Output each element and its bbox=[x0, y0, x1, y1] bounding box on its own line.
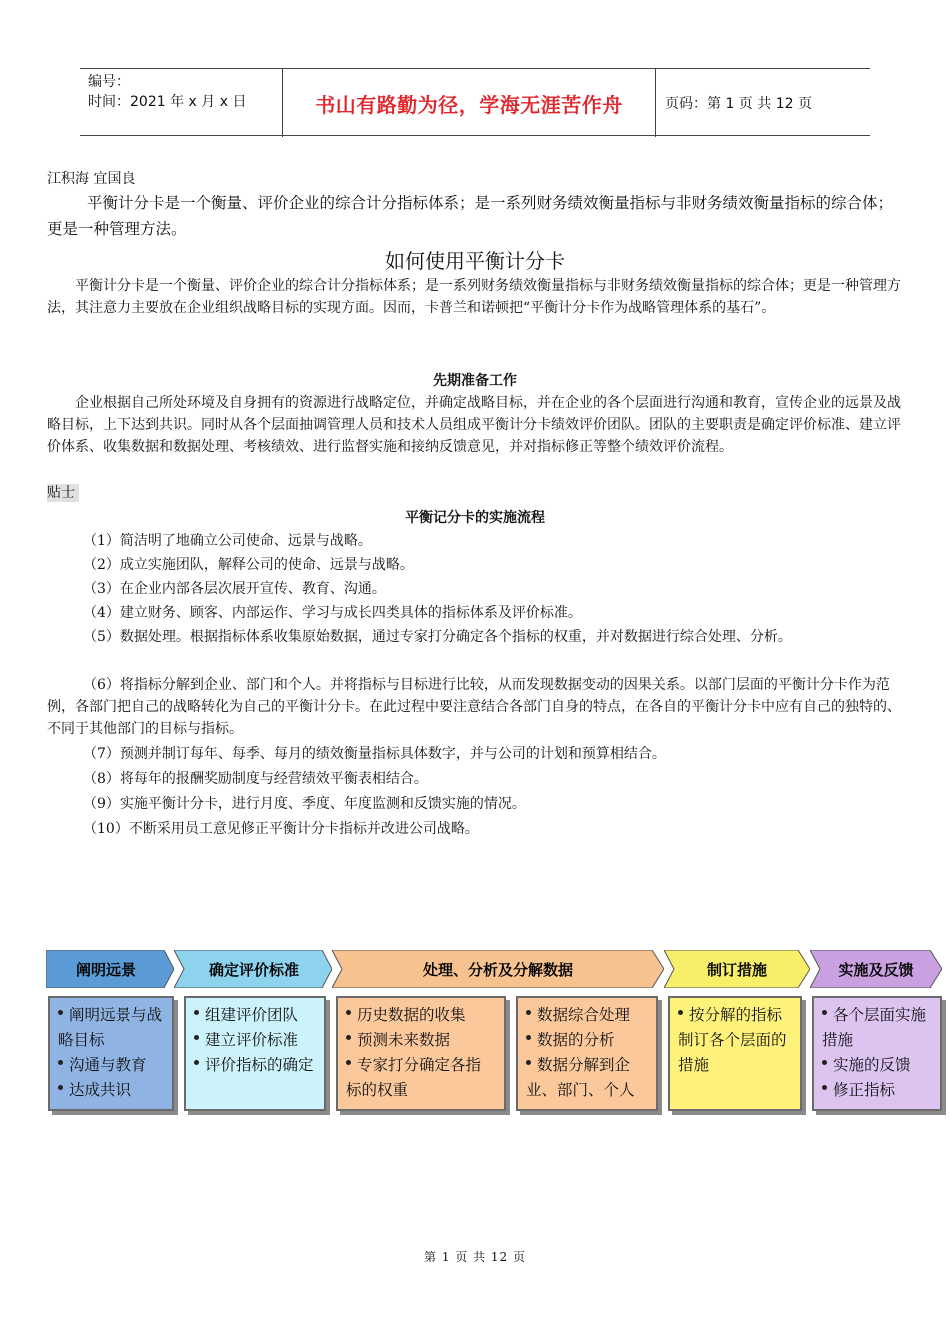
bullet-icon bbox=[346, 1060, 351, 1065]
date-line: 时间：2021 年 x 月 x 日 bbox=[88, 94, 247, 110]
phase-label: 制订措施 bbox=[706, 960, 767, 979]
phase-label: 阐明远景 bbox=[75, 960, 136, 979]
header-page-info: 页码：第 1 页 共 12 页 bbox=[665, 96, 812, 112]
list-item: 评价指标的确定 bbox=[194, 1053, 316, 1078]
bullet-icon bbox=[194, 1035, 199, 1040]
header-motto: 书山有路勤为径，学海无涯苦作舟 bbox=[282, 69, 656, 137]
step-item: （8）将每年的报酬奖励制度与经营绩效平衡表相结合。 bbox=[83, 771, 428, 787]
step-item: （6）将指标分解到企业、部门和个人。并将指标与目标进行比较，从而发现数据变动的因果关系。以部门层面的平衡计分卡作为范例，各部门把自己的战略转化为自己的平衡计分卡。在此过程中要注意结合各部门自身的特点，在各自的平衡计分卡中应有自己的独特的、不同于其他部门的目标与指标。 bbox=[47, 677, 901, 737]
phase-box-measures bbox=[668, 996, 802, 1111]
bullet-icon bbox=[822, 1060, 827, 1065]
bullet-icon bbox=[822, 1085, 827, 1090]
step-item: （9）实施平衡计分卡，进行月度、季度、年度监测和反馈实施的情况。 bbox=[83, 796, 526, 812]
paragraph-1: 平衡计分卡是一个衡量、评价企业的综合计分指标体系；是一系列财务绩效衡量指标与非财务绩效衡量指标的综合体；更是一种管理方法，其注意力主要放在企业组织战略目标的实现方面。因而，卡普兰和诺顿把“平衡计分卡作为战略管理体系的基石”。 bbox=[47, 278, 901, 316]
header-meta bbox=[80, 69, 282, 137]
bullet-icon bbox=[346, 1035, 351, 1040]
list-item: 数据综合处理 bbox=[526, 1003, 648, 1028]
document-header bbox=[80, 68, 870, 136]
phase-label: 确定评价标准 bbox=[208, 960, 299, 979]
process-flow-diagram bbox=[46, 946, 946, 1116]
bullet-icon bbox=[346, 1010, 351, 1015]
list-item: 修正指标 bbox=[822, 1078, 932, 1103]
phase-label: 处理、分析及分解数据 bbox=[422, 960, 573, 979]
list-item: 各个层面实施措施 bbox=[822, 1006, 927, 1049]
phase-label: 实施及反馈 bbox=[838, 960, 914, 979]
list-item: 达成共识 bbox=[58, 1078, 164, 1103]
page-title: 如何使用平衡计分卡 bbox=[385, 249, 565, 273]
phase-box-feedback bbox=[812, 996, 942, 1111]
intro-paragraph: 平衡计分卡是一个衡量、评价企业的综合计分指标体系；是一系列财务绩效衡量指标与非财务绩效衡量指标的综合体；更是一种管理方法。 bbox=[47, 194, 894, 238]
phase-box-data-collect bbox=[336, 996, 506, 1111]
list-item: 专家打分确定各指标的权重 bbox=[346, 1056, 482, 1099]
step-item: （7）预测并制订每年、每季、每月的绩效衡量指标具体数字，并与公司的计划和预算相结合。 bbox=[83, 746, 666, 762]
phase-arrow-feedback bbox=[810, 950, 942, 988]
step-item: （1）简洁明了地确立公司使命、远景与战略。 bbox=[83, 533, 372, 549]
bullet-icon bbox=[58, 1060, 63, 1065]
step-item: （2）成立实施团队，解释公司的使命、远景与战略。 bbox=[83, 557, 414, 573]
list-item: 阐明远景与战略目标 bbox=[58, 1006, 163, 1049]
authors: 江积海 宜国良 bbox=[47, 171, 136, 187]
page-footer: 第 1 页 共 12 页 bbox=[424, 1250, 526, 1264]
section-title-process: 平衡记分卡的实施流程 bbox=[405, 510, 545, 526]
phase-box-vision bbox=[48, 996, 174, 1111]
list-item: 历史数据的收集 bbox=[346, 1003, 496, 1028]
step-item: （10）不断采用员工意见修正平衡计分卡指标并改进公司战略。 bbox=[83, 821, 479, 837]
list-item: 按分解的指标制订各个层面的措施 bbox=[678, 1006, 787, 1074]
tip-label: 贴士 bbox=[47, 484, 79, 502]
bullet-icon bbox=[526, 1010, 531, 1015]
bullet-icon bbox=[194, 1060, 199, 1065]
list-item: 组建评价团队 bbox=[194, 1003, 316, 1028]
phase-box-data-analyze bbox=[516, 996, 658, 1111]
bullet-icon bbox=[822, 1010, 827, 1015]
step-item: （4）建立财务、顾客、内部运作、学习与成长四类具体的指标体系及评价标准。 bbox=[83, 605, 582, 621]
bullet-icon bbox=[58, 1010, 63, 1015]
phase-arrow-standards bbox=[174, 950, 332, 988]
bullet-icon bbox=[194, 1010, 199, 1015]
list-item: 沟通与教育 bbox=[58, 1053, 164, 1078]
section-text-preparation: 企业根据自己所处环境及自身拥有的资源进行战略定位，并确定战略目标，并在企业的各个层面进行沟通和教育，宣传企业的远景及战略目标，上下达到共识。同时从各个层面抽调管理人员和技术人员组成平衡计分卡绩效评价团队。团队的主要职责是确定评价标准、建立评价体系、收集数据和数据处理、考核绩效、进行监督实施和接纳反馈意见，并对指标修正等整个绩效评价流程。 bbox=[47, 395, 901, 455]
list-item: 数据的分析 bbox=[526, 1028, 648, 1053]
phase-box-standards bbox=[184, 996, 326, 1111]
bullet-icon bbox=[526, 1035, 531, 1040]
phase-arrow-vision bbox=[46, 950, 174, 988]
step-item: （5）数据处理。根据指标体系收集原始数据，通过专家打分确定各个指标的权重，并对数据进行综合处理、分析。 bbox=[83, 629, 792, 645]
list-item: 建立评价标准 bbox=[194, 1028, 316, 1053]
phase-arrow-data bbox=[332, 950, 664, 988]
phase-arrow-measures bbox=[664, 950, 810, 988]
step-item: （3）在企业内部各层次展开宣传、教育、沟通。 bbox=[83, 581, 386, 597]
list-item: 实施的反馈 bbox=[822, 1053, 932, 1078]
bullet-icon bbox=[526, 1060, 531, 1065]
number-label: 编号： bbox=[88, 74, 130, 90]
list-item: 数据分解到企业、部门、个人 bbox=[526, 1056, 635, 1099]
section-title-preparation: 先期准备工作 bbox=[433, 373, 517, 389]
bullet-icon bbox=[678, 1010, 683, 1015]
list-item: 预测未来数据 bbox=[346, 1028, 496, 1053]
bullet-icon bbox=[58, 1085, 63, 1090]
